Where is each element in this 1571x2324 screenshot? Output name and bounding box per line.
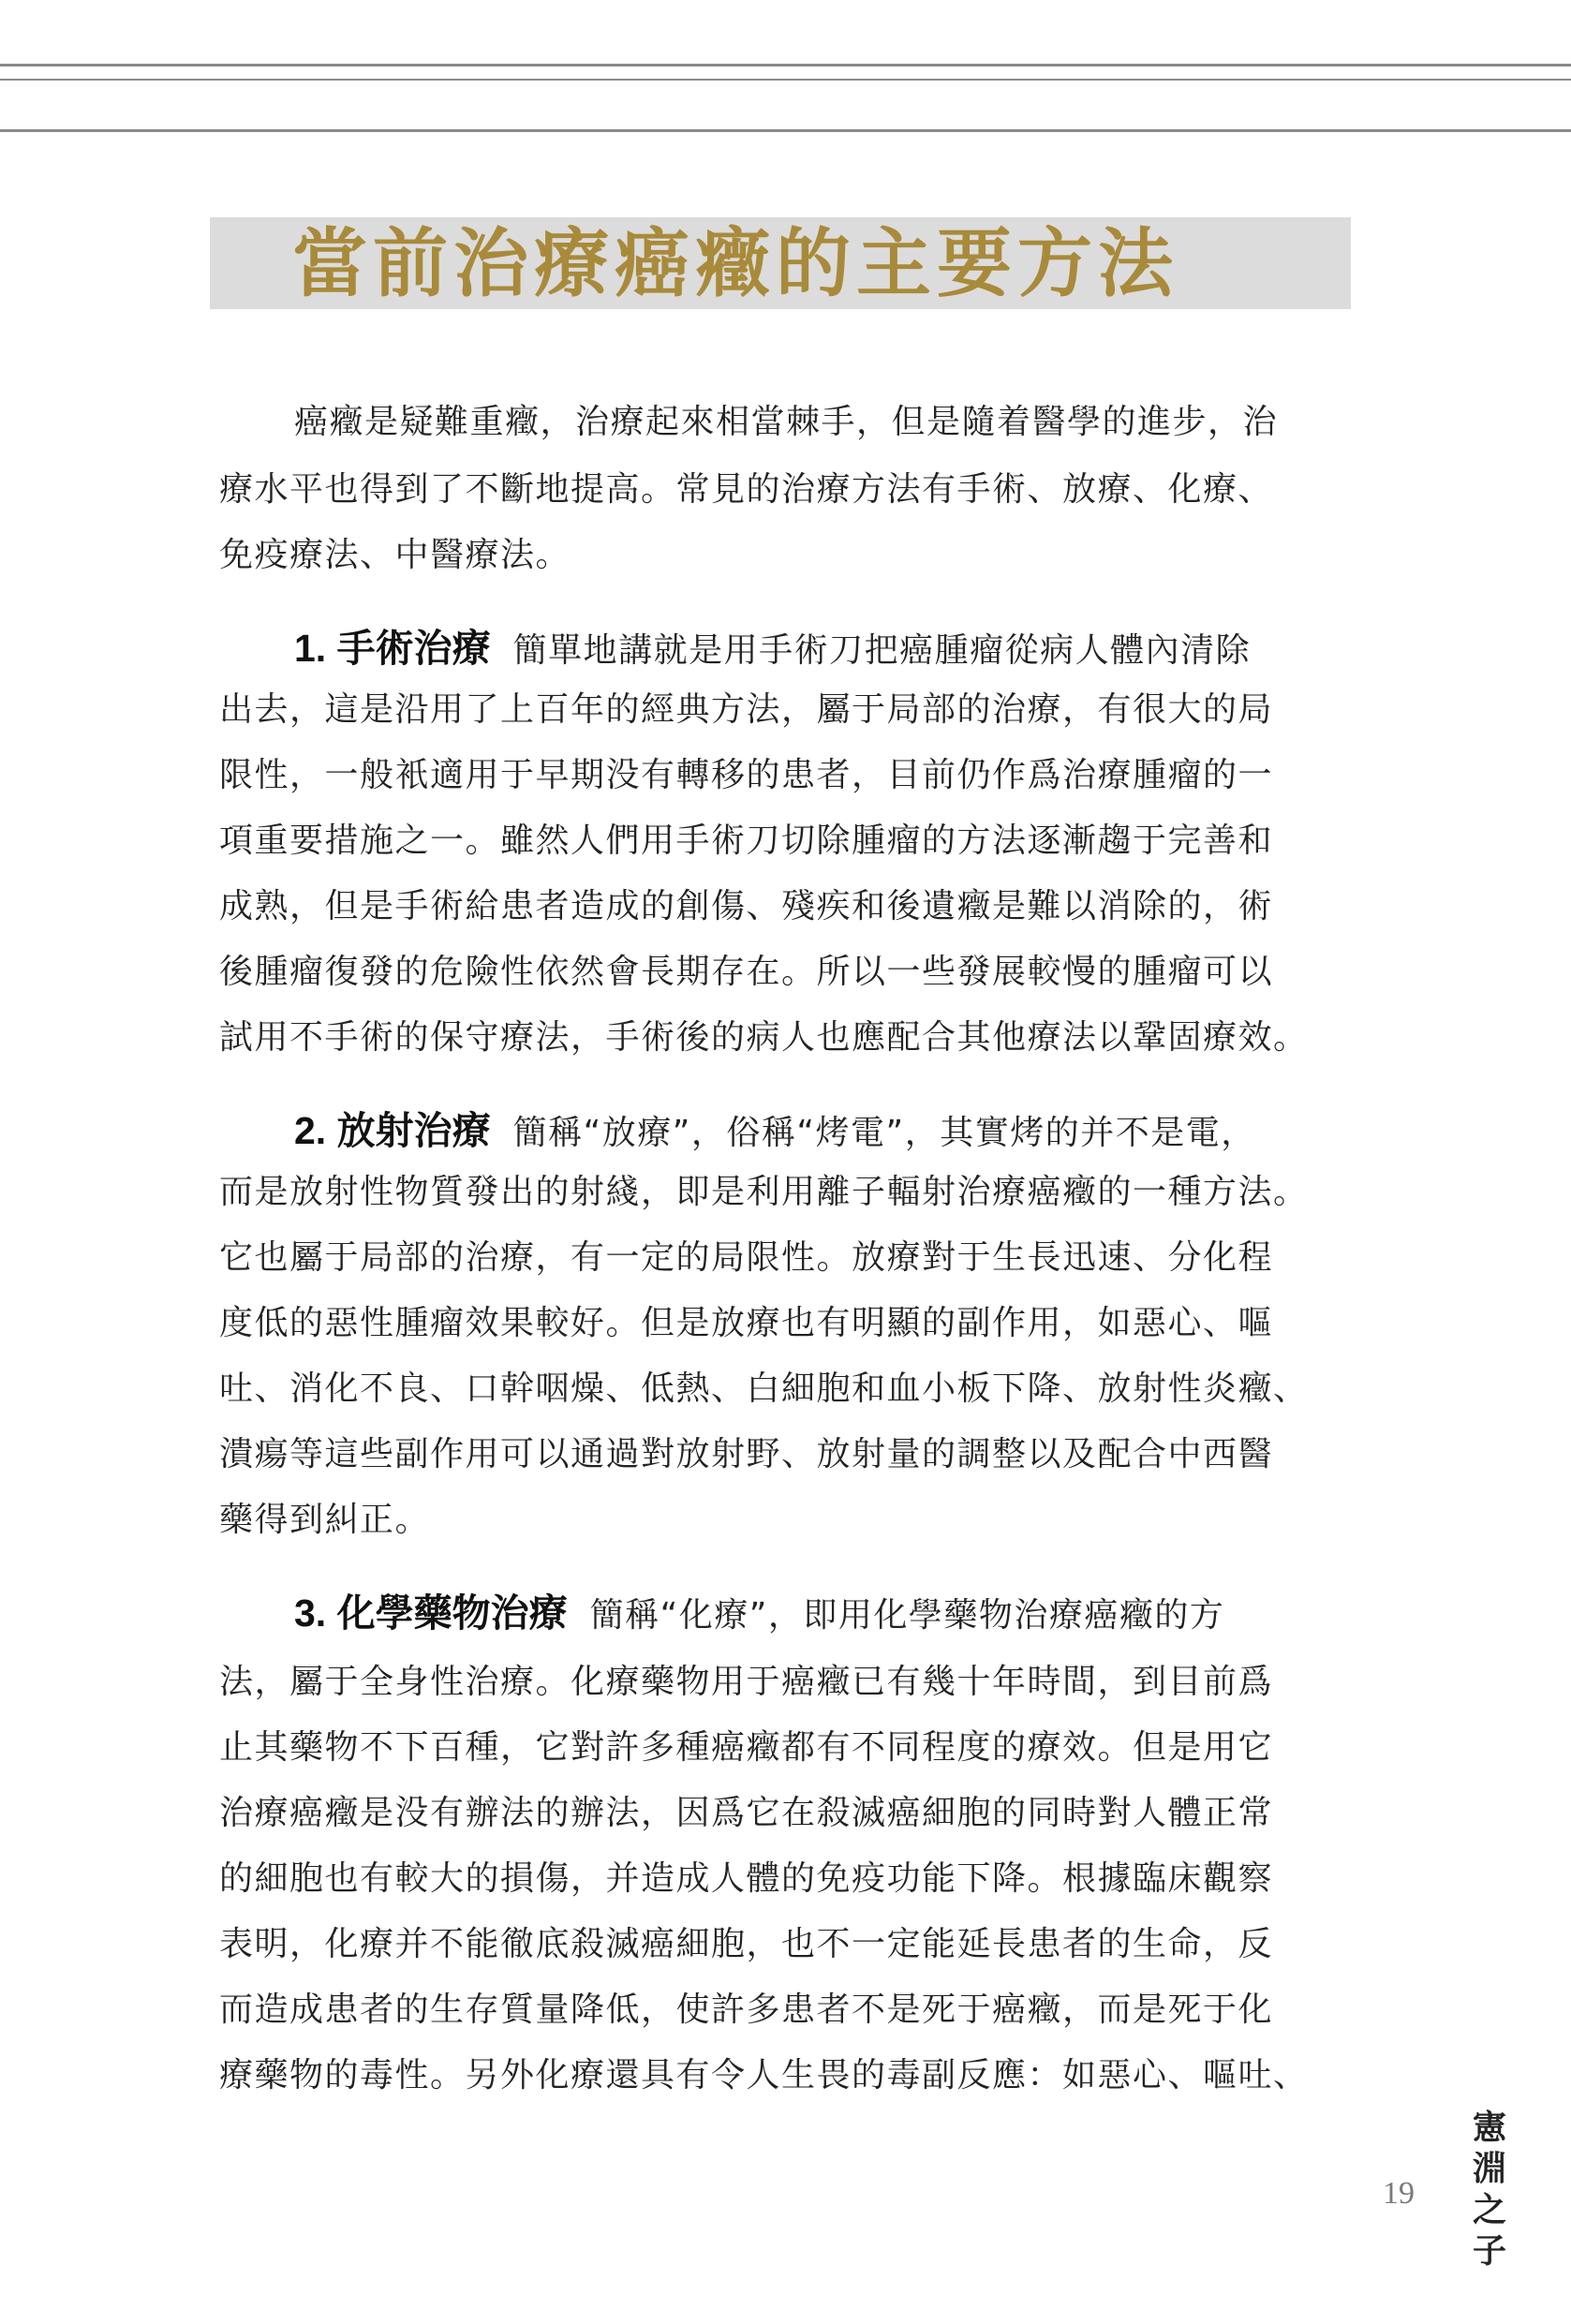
section-3-line: 表明，化療并不能徹底殺滅癌細胞，也不一定能延長患者的生命，反 bbox=[219, 1925, 1274, 1963]
header-rule-top bbox=[0, 64, 1571, 67]
section-3-line: 法，屬于全身性治療。化療藥物用于癌癥已有幾十年時間，到目前爲 bbox=[219, 1663, 1274, 1701]
page-number: 19 bbox=[1383, 2176, 1415, 2211]
section-2-line: 而是放射性物質發出的射綫，即是利用離子輻射治療癌癥的一種方法。 bbox=[219, 1173, 1309, 1211]
section-3-line: 療藥物的毒性。另外化療還具有令人生畏的毒副反應：如惡心、嘔吐、 bbox=[219, 2056, 1309, 2095]
section-2-heading: 2. 放射治療 bbox=[294, 1109, 491, 1152]
section-1-first-line bbox=[294, 628, 1251, 669]
section-3-line: 的細胞也有較大的損傷，并造成人體的免疫功能下降。根據臨床觀察 bbox=[219, 1859, 1274, 1898]
section-1-line: 成熟，但是手術給患者造成的創傷、殘疾和後遺癥是難以消除的，術 bbox=[219, 887, 1274, 925]
header-rule-middle bbox=[0, 79, 1571, 81]
section-1-line: 出去，這是沿用了上百年的經典方法，屬于局部的治療，有很大的局 bbox=[219, 690, 1274, 729]
section-3-heading: 3. 化學藥物治療 bbox=[294, 1591, 568, 1635]
section-2-line: 度低的惡性腫瘤效果較好。但是放療也有明顯的副作用，如惡心、嘔 bbox=[219, 1304, 1274, 1342]
section-3-text: 簡稱“化療”，即用化學藥物治療癌癥的方 bbox=[589, 1596, 1225, 1635]
intro-line: 癌癥是疑難重癥，治療起來相當棘手，但是隨着醫學的進步，治 bbox=[294, 403, 1279, 441]
intro-line: 免疫療法、中醫療法。 bbox=[219, 536, 571, 574]
section-2-line: 它也屬于局部的治療，有一定的局限性。放療對于生長迅速、分化程 bbox=[219, 1238, 1274, 1277]
intro-line: 療水平也得到了不斷地提高。常見的治療方法有手術、放療、化療、 bbox=[219, 470, 1274, 509]
book-title-mark: 憲淵之子 bbox=[1472, 2109, 1506, 2271]
section-2-first-line bbox=[294, 1110, 1256, 1151]
section-1-line: 項重要措施之一。雖然人們用手術刀切除腫瘤的方法逐漸趨于完善和 bbox=[219, 822, 1274, 860]
section-2-line: 潰瘍等這些副作用可以通過對放射野、放射量的調整以及配合中西醫 bbox=[219, 1435, 1274, 1473]
section-1-line: 限性，一般衹適用于早期没有轉移的患者，目前仍作爲治療腫瘤的一 bbox=[219, 756, 1274, 794]
section-1-heading: 1. 手術治療 bbox=[294, 627, 491, 670]
header-rule-bottom bbox=[0, 129, 1571, 132]
section-1-line: 後腫瘤復發的危險性依然會長期存在。所以一些發展較慢的腫瘤可以 bbox=[219, 953, 1274, 991]
section-3-first-line bbox=[294, 1592, 1224, 1634]
section-3-line: 而造成患者的生存質量降低，使許多患者不是死于癌癥，而是死于化 bbox=[219, 1991, 1274, 2029]
page-title: 當前治療癌癥的主要方法 bbox=[292, 219, 1178, 307]
section-2-line: 藥得到糾正。 bbox=[219, 1501, 431, 1539]
section-1-text: 簡單地講就是用手術刀把癌腫瘤從病人體內清除 bbox=[512, 631, 1252, 670]
section-2-text: 簡稱“放療”，俗稱“烤電”，其實烤的并不是電， bbox=[512, 1114, 1256, 1152]
section-3-line: 治療癌癥是没有辦法的辦法，因爲它在殺滅癌細胞的同時對人體正常 bbox=[219, 1794, 1274, 1832]
section-2-line: 吐、消化不良、口幹咽燥、低熱、白細胞和血小板下降、放射性炎癥、 bbox=[219, 1369, 1309, 1408]
section-1-line: 試用不手術的保守療法，手術後的病人也應配合其他療法以鞏固療效。 bbox=[219, 1018, 1309, 1057]
section-3-line: 止其藥物不下百種，它對許多種癌癥都有不同程度的療效。但是用它 bbox=[219, 1728, 1274, 1767]
